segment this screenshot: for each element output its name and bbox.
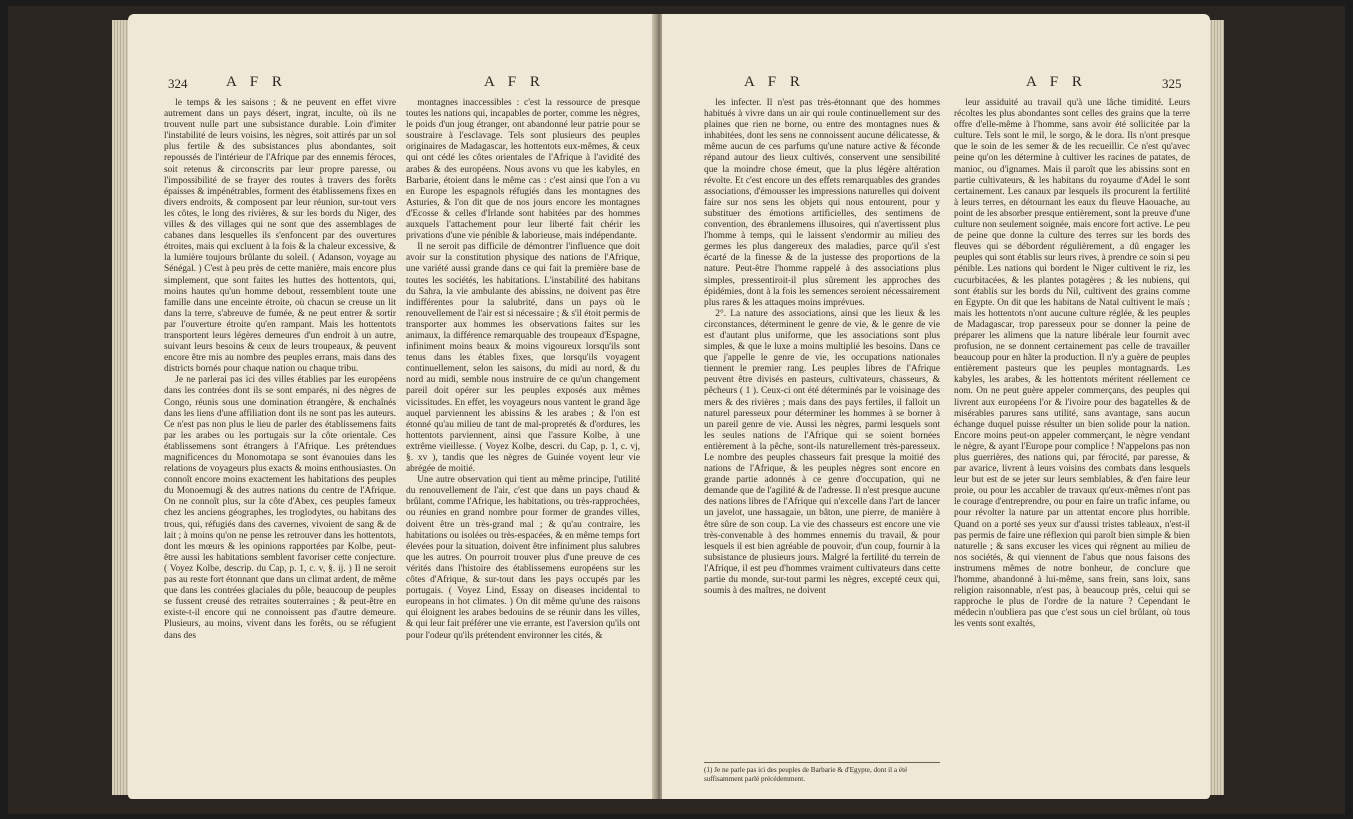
footnote-rule bbox=[704, 762, 940, 763]
footnote: (1) Je ne parle pas ici des peuples de Barbarie & d'Egypte, dont il a été suffisamment parlé précédemment. bbox=[704, 766, 908, 783]
text-column-2 bbox=[954, 98, 1190, 631]
page-number: 325 bbox=[1162, 76, 1182, 91]
paragraph: 2°. La nature des associations, ainsi que les lieux & les circonstances, déterminent le genre de vie, & le genre de vie est d'autant plus uniforme, que les associations sont plus simples, & que le luxe a moins multiplié les besoins. Dans ce que j'appelle le genre de vie, les occupations nationales tiennent le premier rang. Les peuples libres de l'Afrique peuvent être divisés en pasteurs, cultivateurs, chasseurs, & pêcheurs ( 1 ). Ceux-ci ont été déterminés par le voisinage des mers & des rivières ; mais dans des pays fertiles, il falloit un naturel paresseux pour déterminer les hommes à se borner à un pareil genre de vie. Aussi les nègres, parmi lesquels sont les seules nations de l'Afrique qui se soient bornées entièrement à la pêche, sont-ils naturellement très-paresseux. Le nombre des peuples chasseurs fait presque la moitié des nations de l'Afrique, & les peuples nègres sont encore en grande partie adonnés à ce genre d'occupation, qui ne demande que de l'agilité & de l'adresse. Il n'est presque aucune des nations libres de l'Afrique qui n'excelle dans l'art de lancer un javelot, une hassagaie, un bâton, une pierre, de manière à être sûre de son coup. La vie des chasseurs est encore une vie très-convenable à des hommes ennemis du travail, & pour lesquels il est bien agréable de pouvoir, d'un coup, fournir à la subsistance de plusieurs jours. Malgré la fertilité du terrein de l'Afrique, il est peu d'hommes vraiment cultivateurs dans cette partie du monde, sur-tout parmi les nègres, excepté ceux qui, soumis à des maîtres, ne doivent bbox=[704, 308, 940, 597]
page-number: 324 bbox=[168, 76, 188, 91]
right-page bbox=[662, 14, 1210, 799]
paragraph: le temps & les saisons ; & ne peuvent en effet vivre autrement dans un pays désert, ingrat, inculte, où ils ne trouvent nulle part une subsistance durable. Loin d'imiter l'instabilité de leurs voisins, les nègres, soit attirés par un sol plus fertile & des subsistances plus abondantes, soit repoussés de l'intérieur de l'Afrique par des ennemis féroces, soit retenus & circonscrits par leur propre paresse, ou l'impossibilité de se frayer des routes à travers des forêts épaisses & impénétrables, forment des établissemens fixes en divers endroits, & composent par leur réunion, sur-tout vers les côtes, le long des rivières, & sur les bords du Niger, des villes & des villages qui ne sont que des assemblages de cabanes dans lesquelles ils s'enfoncent par des ouvertures étroites, mais qui excluent à la fois & la chaleur excessive, & la lumière toujours brûlante du soleil. ( Adanson, voyage au Sénégal. ) C'est à peu près de cette manière, mais encore plus simplement, que sont faites les huttes des hottentots, qui, moins hautes qu'un homme debout, ressemblent toute une famille dans une enceinte étroite, où chacun se creuse un lit dans la terre, s'abreuve de fumée, & ne peut entrer & sortir par l'ouverture étroite qu'en rampant. Mais les hottentots transportent leurs légères demeures d'un endroit à un autre, suivant leurs besoins & ceux de leurs troupeaux, & peuvent encore être mis au nombre des peuples errans, mais dans des districts bornés pour chaque nation ou chaque tribu. bbox=[164, 98, 396, 375]
running-head-left: A F R bbox=[226, 74, 287, 90]
paragraph: les infecter. Il n'est pas très-étonnant que des hommes habitués à vivre dans un air qui roule continuellement sur des plaines que rien ne borne, ou entre des montagnes nues & inhabitées, dont les sens ne connoissent aucune délicatesse, & même aucun de ces parfums qu'une nature active & féconde répand autour des lieux cultivés, conservent une sensibilité que la moindre chose émeut, que la plus légère altération révolte. Et c'est encore un des effets remarquables des grandes associations, d'émousser les impressions naturelles qui doivent faire sur nos sens les objets qui nous entourent, pour y substituer des émotions artificielles, des sentimens de convention, des ébranlemens illusoires, qui n'avertissent plus l'homme à temps, qui le laissent s'endormir au milieu des germes les plus dangereux des maladies, parce qu'il s'est écarté de la finesse & de la justesse des proportions de la nature. Peut-être l'homme rappelé à des associations plus simples, pressentiroit-il plus sûrement les approches des épidémies, dont à la fois les semences seroient nécessairement plus rares & les attaques moins imprévues. bbox=[704, 98, 940, 308]
left-page bbox=[128, 14, 656, 799]
paragraph: Il ne seroit pas difficile de démontrer l'influence que doit avoir sur la constitution physique des nations de l'Afrique, une variété aussi grande dans ce qui fait la première base de toutes les sociétés, les habitations. L'instabilité des habitans du Sahra, la vie ambulante des abissins, ne doivent pas être indifférentes pour la salubrité, dans un pays où le renouvellement de l'air est si nécessaire ; & s'il étoit permis de transporter aux hommes les observations faites sur les animaux, la différence remarquable des troupeaux d'Espagne, infiniment moins beaux & moins vigoureux lorsqu'ils sont tenus dans les étables fixes, que lorsqu'ils voyagent continuellement, selon les saisons, du midi au nord, & du nord au midi, semble nous instruire de ce qu'un changement pareil doit opérer sur les peuples exposés aux mêmes vicissitudes. En effet, les voyageurs nous vantent le grand âge auquel parviennent les abissins & les arabes ; & l'on est étonné qu'au milieu de tant de mal-propretés & d'ordures, les hottentots parviennent, ainsi que l'assure Kolbe, à une extrême vieillesse. ( Voyez Kolbe, descri. du Cap, p. 1, c. vj, §. xv ), tandis que les nègres de Guinée voyent leur vie abrégée de moitié. bbox=[406, 242, 640, 475]
running-head-right: A F R bbox=[484, 74, 545, 90]
running-head-right: A F R bbox=[1026, 74, 1087, 90]
running-head-left: A F R bbox=[744, 74, 805, 90]
paragraph: Une autre observation qui tient au même principe, l'utilité du renouvellement de l'air, c'est que dans un pays chaud & brûlant, comme l'Afrique, les habitations, ou très-rapprochées, ou réunies en grand nombre pour former de grandes villes, doivent être un très-grand mal ; & qu'au contraire, les habitations ou isolées ou très-espacées, & en même temps fort élevées pour la situation, doivent être infiniment plus salubres que les autres. On pourroit trouver plus d'une preuve de ces vérités dans l'histoire des établissemens européens sur les côtes d'Afrique, & sur-tout dans les pays occupés par les portugais. ( Voyez Lind, Essay on diseases incidental to europeans in hot climates. ) On dit même qu'une des raisons qui éloignent les arabes bedouins de se réunir dans les villes, & qui leur fait préférer une vie errante, est l'aversion qu'ils ont pour l'odeur qu'ils prétendent environner les cités, & bbox=[406, 475, 640, 641]
paragraph: leur assiduité au travail qu'à une lâche timidité. Leurs récoltes les plus abondantes sont celles des grains que la terre offre d'elle-même à l'homme, sans avoir été sollicitée par la culture. Tels sont le mil, le sorgo, & le dora. Ils n'ont presque que le soin de les semer & de les recueillir. Ce n'est qu'avec peine qu'on les détermine à cultiver les racines de patates, de manioc, ou d'ignames. Mais il paroît que les abissins sont en partie cultivateurs, & les habitans du royaume d'Adel le sont certainement. Les canaux par lesquels ils procurent la fertilité à leurs terres, en détournant les eaux du fleuve Haouache, au point de les absorber presque entièrement, sont la preuve d'une culture non seulement soignée, mais encore fort active. Le peu de peine que donne la culture des terres sur les bords des fleuves qui se débordent régulièrement, a dû engager les peuples qui sont établis sur leurs rives, à prendre ce soin si peu pénible. Les nations qui bordent le Niger cultivent le riz, les cucurbitacées, & les plantes potagères ; & les nubiens, qui sont établis sur les bords du Nil, cultivent des grains comme en Egypte. On dit que les habitans de Natal cultivent le maïs ; mais les hottentots n'ont aucune culture réglée, & les peuples de Madagascar, trop paresseux pour se donner la peine de préparer les alimens que la nature libérale leur fournit avec profusion, ne se donnent certainement pas celle de travailler beaucoup pour en hâter la production. Il n'y a guère de peuples entièrement pasteurs que les peuples montagnards. Les kabyles, les arabes, & les hottentots méritent réellement ce nom. On ne peut guère appeler commerçans, des peuples qui livrent aux européens l'or & l'ivoire pour des bagatelles & de misérables parures sans utilité, sans avantage, sans aucun échange duquel puisse résulter un bien solide pour la nation. Encore moins peut-on appeler commerçant, le nègre vendant le nègre, & ayant l'Europe pour complice ! N'appelons pas non plus guerrières, des nations qui, par férocité, par paresse, & par avarice, livrent à leurs voisins des combats dans lesquels leur but est de se jeter sur leurs semblables, & d'en faire leur proie, ou pour les accabler de travaux qu'eux-mêmes n'ont pas le courage d'entreprendre, ou pour en faire un trafic infame, ou pour révolter la nature par un attentat encore plus horrible. Quand on a porté ses yeux sur d'aussi tristes tableaux, n'est-il pas permis de faire une réflexion qui paroît bien simple & bien naturelle ; & sans excuser les vices qui règnent au milieu de nos sociétés, & qui viennent de l'abus que nous faisons des instrumens mêmes de notre bonheur, de conclure que l'homme, abandonné à lui-même, sans frein, sans loix, sans religion raisonnable, n'est pas, à beaucoup près, celui qui se rapproche le plus de l'ordre de la nature ? Cependant le médecin n'oubliera pas que c'est sous un ciel brûlant, où tous les vents sont exaltés, bbox=[954, 98, 1190, 630]
right-page-edges bbox=[1208, 20, 1224, 795]
text-column-1 bbox=[704, 98, 940, 597]
text-column-2 bbox=[406, 98, 640, 642]
paragraph: montagnes inaccessibles : c'est la ressource de presque toutes les nations qui, incapables de porter, comme les nègres, le poids d'un joug étranger, ont abandonné leur patrie pour se soustraire à l'esclavage. Tels sont plusieurs des peuples originaires de Madagascar, les hottentots eux-mêmes, & ceux qui ont cédé les côtes orientales de l'Afrique à l'avidité des arabes & des européens. Nous avons vu que les kabyles, en Barbarie, étoient dans le même cas : c'est ainsi que l'on a vu en Europe les espagnols réfugiés dans les montagnes des Asturies, & l'on dit que de nos jours encore les montagnes d'Ecosse & celles d'Irlande sont habitées par des hommes auxquels l'attachement pour leur liberté fait chérir les privations d'une vie pénible & laborieuse, mais indépendante. bbox=[406, 98, 640, 242]
paragraph: Je ne parlerai pas ici des villes établies par les européens dans les contrées dont ils se sont emparés, ni des nègres de Congo, réunis sous une domination étrangère, & enchaînés dans les liens d'une affiliation dont ils ne sont pas les auteurs. Ce n'est pas non plus le lieu de parler des établissemens faits par les arabes ou les portugais sur la côte orientale. Ces établissemens sont étrangers à l'Afrique. Les prétendues magnificences du Monomotapa se sont évanouies dans les relations de voyageurs plus exacts & moins enthousiastes. On connoît encore moins exactement les habitations des peuples du Monoemugi & des autres nations du centre de l'Afrique. On ne connoît plus, sur la côte d'Abex, ces peuples fameux chez les anciens géographes, les troglodytes, ou habitans des trous, qui, réfugiés dans des cavernes, vivoient de sang & de lait ; à moins qu'on ne pense les retrouver dans les hottentots, dont les mœurs & les opinions rapportées par Kolbe, peut-être aussi les habitations semblent favoriser cette conjecture. ( Voyez Kolbe, descrip. du Cap, p. 1, c. v, §. ij. ) Il ne seroit pas au reste fort étonnant que dans un climat ardent, de même que dans les contrées glaciales du pôle, beaucoup de peuples se fussent creusé des retraites souterraines ; & peut-être en existe-t-il encore qui ne connoissent pas d'autre demeure. Plusieurs, au moins, vivent dans les forêts, ou se réfugient dans des bbox=[164, 375, 396, 641]
text-column-1 bbox=[164, 98, 396, 642]
